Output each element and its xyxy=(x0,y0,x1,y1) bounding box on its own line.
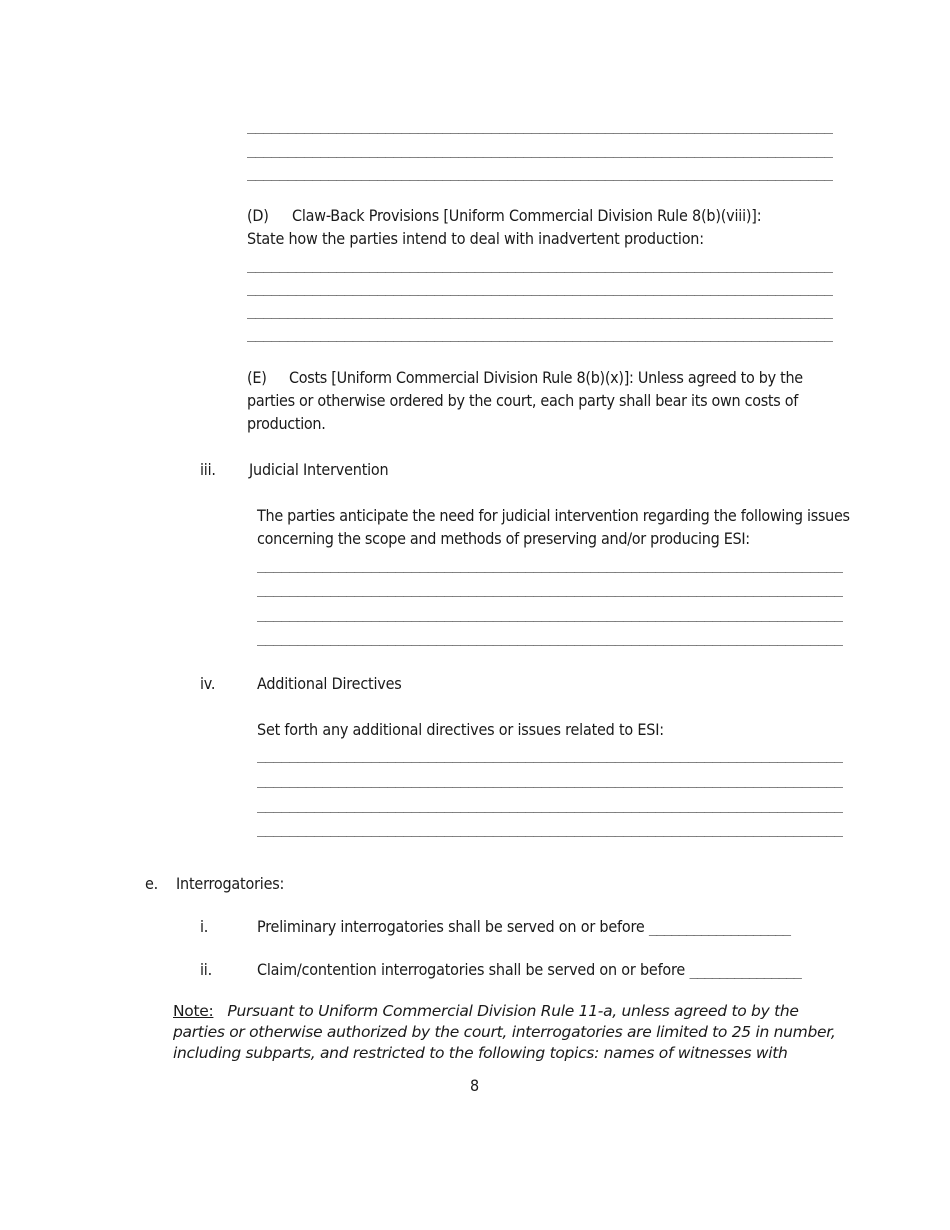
section-e-heading: Interrogatories: xyxy=(176,874,285,893)
section-e-letter: e. xyxy=(145,874,159,893)
blank-line[interactable]: ________________________________________________________________________ xyxy=(257,557,843,573)
section-d-text: State how the parties intend to deal with inadvertent production: xyxy=(247,229,704,248)
section-iv-numeral: iv. xyxy=(200,674,216,693)
note-paragraph xyxy=(173,1001,853,1064)
blank-line[interactable]: ________________________________________________________________________ xyxy=(257,821,843,837)
section-d-title: Claw-Back Provisions [Uniform Commercial Division Rule 8(b)(viii)]: xyxy=(292,206,762,225)
blank-line[interactable]: ________________________________________________________________________ xyxy=(247,280,833,296)
note-text: Pursuant to Uniform Commercial Division Rule 11-a, unless agreed to by the parties or otherwise authorized by the court, interrogatories are limited to 25 in number, including subparts, and restricted to the following topics: names of witnesses with xyxy=(173,1002,836,1062)
interrogatory-item-text xyxy=(257,915,790,940)
section-e-text: Costs [Uniform Commercial Division Rule 8(b)(x)]: Unless agreed to by the parties or otherwise ordered by the court, each party shall bear its own costs of production. xyxy=(247,368,803,433)
blank-line[interactable]: ________________________________________________________________________ xyxy=(247,142,833,158)
blank-line[interactable]: ________________________________________________________________________ xyxy=(257,606,843,622)
section-d-marker: (D) xyxy=(247,206,269,225)
section-iv-heading: Additional Directives xyxy=(257,674,402,693)
blank-line[interactable]: ________________________________________________________________________ xyxy=(247,326,833,342)
section-e-marker: (E) xyxy=(247,368,267,387)
section-iii-numeral: iii. xyxy=(200,460,216,479)
page-number: 8 xyxy=(470,1076,479,1095)
blank-line[interactable]: ________________________________________________________________________ xyxy=(247,303,833,319)
blank-line[interactable]: ________________________________________________________________________ xyxy=(257,581,843,597)
blank-line[interactable]: ________________________________________________________________________ xyxy=(257,630,843,646)
date-blank[interactable]: _______________ xyxy=(689,963,801,979)
interrogatory-item-label: Preliminary interrogatories shall be served on or before xyxy=(257,917,645,936)
interrogatory-item-text xyxy=(257,958,801,983)
blank-line[interactable]: ________________________________________________________________________ xyxy=(247,118,833,134)
blank-line[interactable]: ________________________________________________________________________ xyxy=(257,747,843,763)
interrogatory-item-numeral: i. xyxy=(200,917,209,936)
section-iv-text: Set forth any additional directives or issues related to ESI: xyxy=(257,720,664,739)
section-iii-heading: Judicial Intervention xyxy=(249,460,389,479)
note-label: Note: xyxy=(173,1002,214,1020)
blank-line[interactable]: ________________________________________________________________________ xyxy=(247,165,833,181)
section-iii-text: The parties anticipate the need for judicial intervention regarding the following issues concerning the scope and methods of preserving and/or producing ESI: xyxy=(257,506,850,548)
interrogatory-item-label: Claim/contention interrogatories shall be served on or before xyxy=(257,960,686,979)
blank-line[interactable]: ________________________________________________________________________ xyxy=(257,772,843,788)
interrogatory-item-numeral: ii. xyxy=(200,960,212,979)
blank-line[interactable]: ________________________________________________________________________ xyxy=(257,797,843,813)
date-blank[interactable]: ___________________ xyxy=(648,920,791,936)
blank-line[interactable]: ________________________________________________________________________ xyxy=(247,257,833,273)
